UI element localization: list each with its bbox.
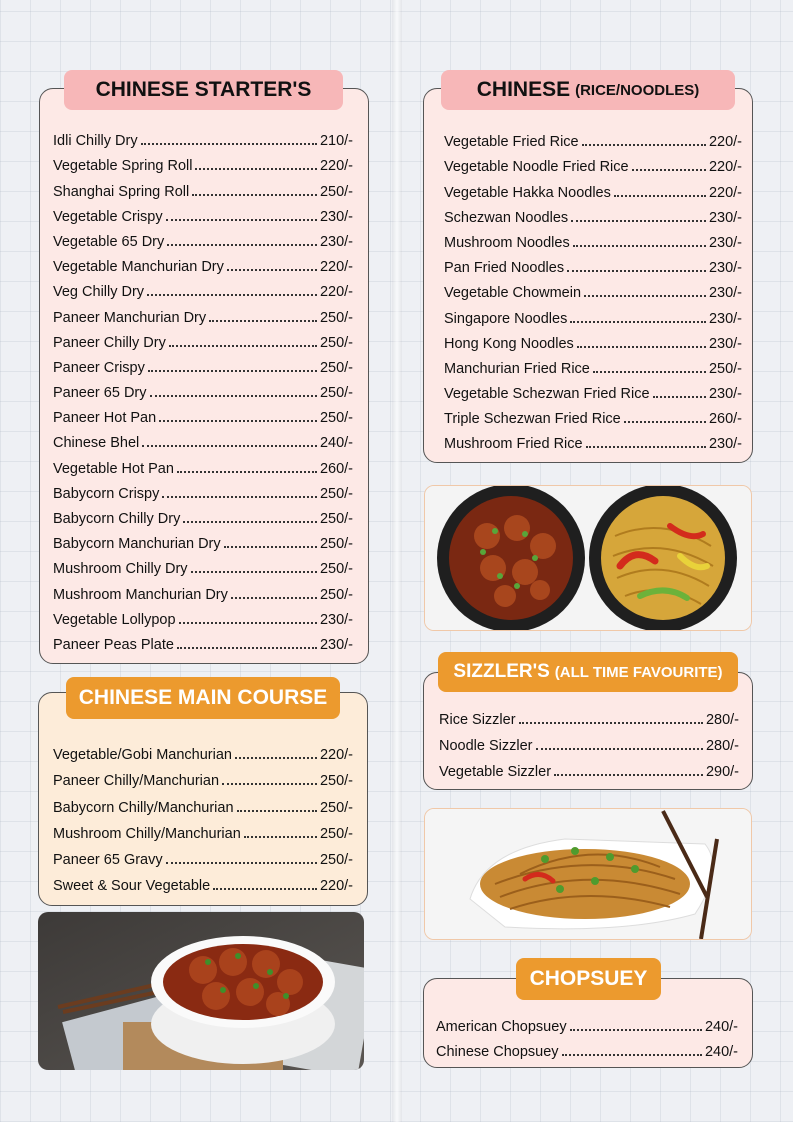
- manchurian-balls-bowl-image: [38, 912, 364, 1070]
- starters-title: [64, 70, 343, 110]
- menu-item-name: Paneer Chilly Dry: [53, 334, 166, 351]
- menu-item: [444, 175, 742, 200]
- leader-dots: [614, 195, 706, 197]
- menu-item-price: 280/-: [705, 738, 739, 754]
- menu-item-name: Paneer Crispy: [53, 359, 145, 376]
- menu-item-price: 220/-: [708, 184, 742, 201]
- menu-item: [53, 326, 353, 351]
- menu-item-name: Vegetable Sizzler: [439, 764, 552, 780]
- leader-dots: [237, 810, 317, 812]
- rice-noodles-title-text: CHINESE: [476, 78, 571, 101]
- menu-item-price: 250/-: [319, 799, 353, 816]
- menu-item-name: Chinese Chopsuey: [436, 1044, 559, 1060]
- menu-item-price: 250/-: [319, 851, 353, 868]
- menu-item: [53, 868, 353, 894]
- leader-dots: [632, 169, 706, 171]
- menu-item-name: Chinese Bhel: [53, 435, 140, 452]
- leader-dots: [244, 836, 317, 838]
- manchurian-balls-bowl-photo: [38, 912, 364, 1070]
- menu-item-name: Mushroom Noodles: [444, 234, 570, 251]
- menu-item: [53, 763, 353, 789]
- menu-item-name: Vegetable Spring Roll: [53, 158, 193, 175]
- leader-dots: [224, 546, 317, 548]
- leader-dots: [147, 294, 317, 296]
- menu-item-price: 230/-: [708, 209, 742, 226]
- menu-item: [53, 628, 353, 653]
- menu-item: [53, 124, 353, 149]
- menu-item: [444, 427, 742, 452]
- menu-item-name: Paneer Manchurian Dry: [53, 309, 207, 326]
- menu-item-name: Singapore Noodles: [444, 310, 568, 327]
- chopsuey-title-text: CHOPSUEY: [529, 967, 648, 990]
- leader-dots: [571, 220, 706, 222]
- menu-item-name: Vegetable 65 Dry: [53, 233, 165, 250]
- menu-item: [53, 225, 353, 250]
- menu-item-price: 260/-: [708, 411, 742, 428]
- leader-dots: [150, 395, 317, 397]
- rice-noodles-title: [441, 70, 735, 110]
- menu-item-price: 250/-: [319, 410, 353, 427]
- leader-dots: [213, 888, 317, 890]
- menu-item: [53, 426, 353, 451]
- leader-dots: [142, 445, 317, 447]
- leader-dots: [195, 168, 316, 170]
- menu-item-price: 250/-: [319, 561, 353, 578]
- leader-dots: [183, 521, 317, 523]
- manchurian-and-noodles-image: [425, 486, 752, 631]
- menu-item-price: 250/-: [319, 485, 353, 502]
- menu-item: [444, 201, 742, 226]
- menu-item-name: Vegetable Lollypop: [53, 611, 176, 628]
- page-fold: [392, 0, 402, 1122]
- menu-item-name: Shanghai Spring Roll: [53, 183, 190, 200]
- menu-item: [53, 174, 353, 199]
- menu-item-price: 230/-: [319, 233, 353, 250]
- menu-item-price: 250/-: [319, 586, 353, 603]
- menu-item-name: Rice Sizzler: [439, 712, 516, 728]
- leader-dots: [519, 722, 703, 724]
- menu-item: [436, 1010, 738, 1035]
- menu-item-name: Sweet & Sour Vegetable: [53, 878, 211, 895]
- sizzlers-title: [438, 652, 738, 692]
- menu-item-name: Idli Chilly Dry: [53, 133, 138, 150]
- leader-dots: [570, 321, 706, 323]
- menu-item-name: Mushroom Fried Rice: [444, 436, 583, 453]
- menu-item: [444, 150, 742, 175]
- menu-item: [53, 477, 353, 502]
- menu-item-name: Vegetable Schezwan Fried Rice: [444, 386, 650, 403]
- menu-item: [53, 250, 353, 275]
- menu-item-price: 210/-: [319, 133, 353, 150]
- menu-item-name: Vegetable Noodle Fried Rice: [444, 159, 629, 176]
- menu-item-name: Vegetable Crispy: [53, 208, 163, 225]
- menu-item: [53, 401, 353, 426]
- menu-item-price: 290/-: [705, 764, 739, 780]
- menu-item: [444, 402, 742, 427]
- main-course-title: [66, 677, 340, 719]
- menu-item-price: 230/-: [708, 386, 742, 403]
- menu-item-name: Noodle Sizzler: [439, 738, 533, 754]
- leader-dots: [231, 597, 317, 599]
- menu-item: [53, 577, 353, 602]
- leader-dots: [177, 471, 317, 473]
- menu-item: [53, 737, 353, 763]
- menu-item-name: Paneer 65 Gravy: [53, 851, 163, 868]
- leader-dots: [577, 346, 706, 348]
- menu-item-name: Hong Kong Noodles: [444, 335, 574, 352]
- main-course-list: [53, 737, 353, 894]
- menu-item-price: 230/-: [319, 611, 353, 628]
- menu-item: [444, 352, 742, 377]
- chopsuey-title: [516, 958, 661, 1000]
- menu-item: [444, 377, 742, 402]
- menu-item-price: 220/-: [319, 259, 353, 276]
- sizzlers-subtitle: (ALL TIME FAVOURITE): [554, 663, 723, 681]
- leader-dots: [584, 295, 706, 297]
- rice-noodles-list: [444, 125, 742, 452]
- menu-item-name: Triple Schezwan Fried Rice: [444, 411, 621, 428]
- menu-item: [53, 149, 353, 174]
- menu-item-name: Babycorn Chilly/Manchurian: [53, 799, 234, 816]
- menu-item-name: Vegetable Fried Rice: [444, 134, 579, 151]
- menu-item-name: Babycorn Crispy: [53, 485, 160, 502]
- sizzlers-title-text: SIZZLER'S: [453, 661, 550, 682]
- menu-item-price: 250/-: [319, 359, 353, 376]
- menu-item: [53, 842, 353, 868]
- menu-item-price: 250/-: [319, 825, 353, 842]
- menu-item-name: Paneer Hot Pan: [53, 410, 157, 427]
- menu-item-price: 280/-: [705, 712, 739, 728]
- leader-dots: [562, 1054, 702, 1056]
- menu-item-price: 250/-: [319, 773, 353, 790]
- menu-item-name: Mushroom Chilly/Manchurian: [53, 825, 241, 842]
- leader-dots: [148, 370, 317, 372]
- menu-item-price: 240/-: [704, 1019, 738, 1035]
- leader-dots: [554, 774, 703, 776]
- menu-item-name: Babycorn Manchurian Dry: [53, 536, 221, 553]
- leader-dots: [192, 194, 317, 196]
- leader-dots: [166, 862, 317, 864]
- menu-item-name: Paneer Chilly/Manchurian: [53, 773, 220, 790]
- leader-dots: [235, 757, 317, 759]
- menu-item: [444, 125, 742, 150]
- menu-item: [53, 502, 353, 527]
- menu-item: [444, 327, 742, 352]
- menu-item-name: Vegetable Chowmein: [444, 285, 582, 302]
- menu-item-name: Veg Chilly Dry: [53, 284, 145, 301]
- menu-item: [444, 251, 742, 276]
- leader-dots: [227, 269, 317, 271]
- menu-item-price: 220/-: [708, 134, 742, 151]
- menu-item: [53, 200, 353, 225]
- leader-dots: [177, 647, 317, 649]
- menu-item-price: 240/-: [704, 1044, 738, 1060]
- menu-item-price: 220/-: [319, 158, 353, 175]
- menu-item-name: Manchurian Fried Rice: [444, 360, 590, 377]
- menu-item-price: 260/-: [319, 460, 353, 477]
- leader-dots: [624, 421, 706, 423]
- menu-item: [439, 702, 739, 728]
- menu-item-price: 220/-: [708, 159, 742, 176]
- menu-item-price: 230/-: [708, 436, 742, 453]
- menu-item-price: 250/-: [319, 183, 353, 200]
- leader-dots: [209, 320, 317, 322]
- menu-item-price: 230/-: [708, 260, 742, 277]
- leader-dots: [166, 219, 317, 221]
- leader-dots: [567, 270, 706, 272]
- menu-item: [53, 351, 353, 376]
- leader-dots: [570, 1029, 702, 1031]
- menu-item-price: 220/-: [319, 878, 353, 895]
- menu-item: [53, 552, 353, 577]
- menu-item-price: 230/-: [708, 234, 742, 251]
- main-course-title-text: CHINESE MAIN COURSE: [78, 686, 328, 709]
- leader-dots: [167, 244, 317, 246]
- leader-dots: [573, 245, 706, 247]
- menu-item-price: 230/-: [319, 208, 353, 225]
- menu-item-name: Vegetable Hakka Noodles: [444, 184, 611, 201]
- menu-item: [53, 816, 353, 842]
- menu-item: [444, 276, 742, 301]
- menu-item: [439, 754, 739, 780]
- menu-item-price: 230/-: [708, 285, 742, 302]
- menu-item-price: 220/-: [319, 284, 353, 301]
- leader-dots: [653, 396, 706, 398]
- menu-item-price: 240/-: [319, 435, 353, 452]
- leader-dots: [179, 622, 317, 624]
- hakka-noodles-image: [425, 809, 752, 940]
- menu-item-name: Vegetable Manchurian Dry: [53, 259, 224, 276]
- leader-dots: [593, 371, 706, 373]
- menu-item: [436, 1035, 738, 1060]
- leader-dots: [159, 420, 317, 422]
- sizzlers-list: [439, 702, 739, 780]
- menu-item: [53, 603, 353, 628]
- menu-item: [53, 789, 353, 815]
- menu-item-price: 250/-: [319, 511, 353, 527]
- leader-dots: [141, 143, 317, 145]
- menu-item-price: 230/-: [708, 335, 742, 352]
- menu-item-name: Mushroom Manchurian Dry: [53, 586, 228, 603]
- menu-item-price: 230/-: [319, 636, 353, 653]
- rice-noodles-subtitle: (RICE/NOODLES): [575, 81, 700, 99]
- menu-item: [53, 275, 353, 300]
- menu-item: [53, 527, 353, 552]
- hakka-noodles-plate-photo: [424, 808, 752, 940]
- manchurian-and-noodles-bowls-photo: [424, 485, 752, 631]
- menu-item: [53, 300, 353, 325]
- starters-list: [53, 124, 353, 653]
- menu-item-name: Paneer Peas Plate: [53, 636, 174, 653]
- menu-item-price: 230/-: [708, 310, 742, 327]
- menu-item-price: 250/-: [708, 360, 742, 377]
- menu-item-price: 250/-: [319, 385, 353, 402]
- menu-item-price: 250/-: [319, 536, 353, 553]
- menu-item-name: Babycorn Chilly Dry: [53, 511, 181, 527]
- menu-item-name: Mushroom Chilly Dry: [53, 561, 188, 578]
- menu-item: [439, 728, 739, 754]
- menu-item-price: 250/-: [319, 309, 353, 326]
- chopsuey-list: [436, 1010, 738, 1060]
- menu-item-name: Paneer 65 Dry: [53, 385, 147, 402]
- menu-item-price: 220/-: [319, 747, 353, 764]
- leader-dots: [191, 571, 317, 573]
- leader-dots: [586, 446, 706, 448]
- menu-item: [53, 376, 353, 401]
- menu-item: [53, 451, 353, 476]
- menu-item: [444, 301, 742, 326]
- leader-dots: [582, 144, 706, 146]
- leader-dots: [162, 496, 317, 498]
- menu-item-price: 250/-: [319, 334, 353, 351]
- leader-dots: [222, 783, 317, 785]
- menu-item-name: Schezwan Noodles: [444, 209, 569, 226]
- menu-item: [444, 226, 742, 251]
- menu-item-name: American Chopsuey: [436, 1019, 567, 1035]
- leader-dots: [169, 345, 317, 347]
- menu-item-name: Vegetable Hot Pan: [53, 460, 174, 477]
- starters-title-text: CHINESE STARTER'S: [95, 78, 312, 101]
- menu-item-name: Pan Fried Noodles: [444, 260, 565, 277]
- leader-dots: [536, 748, 703, 750]
- menu-item-name: Vegetable/Gobi Manchurian: [53, 747, 232, 764]
